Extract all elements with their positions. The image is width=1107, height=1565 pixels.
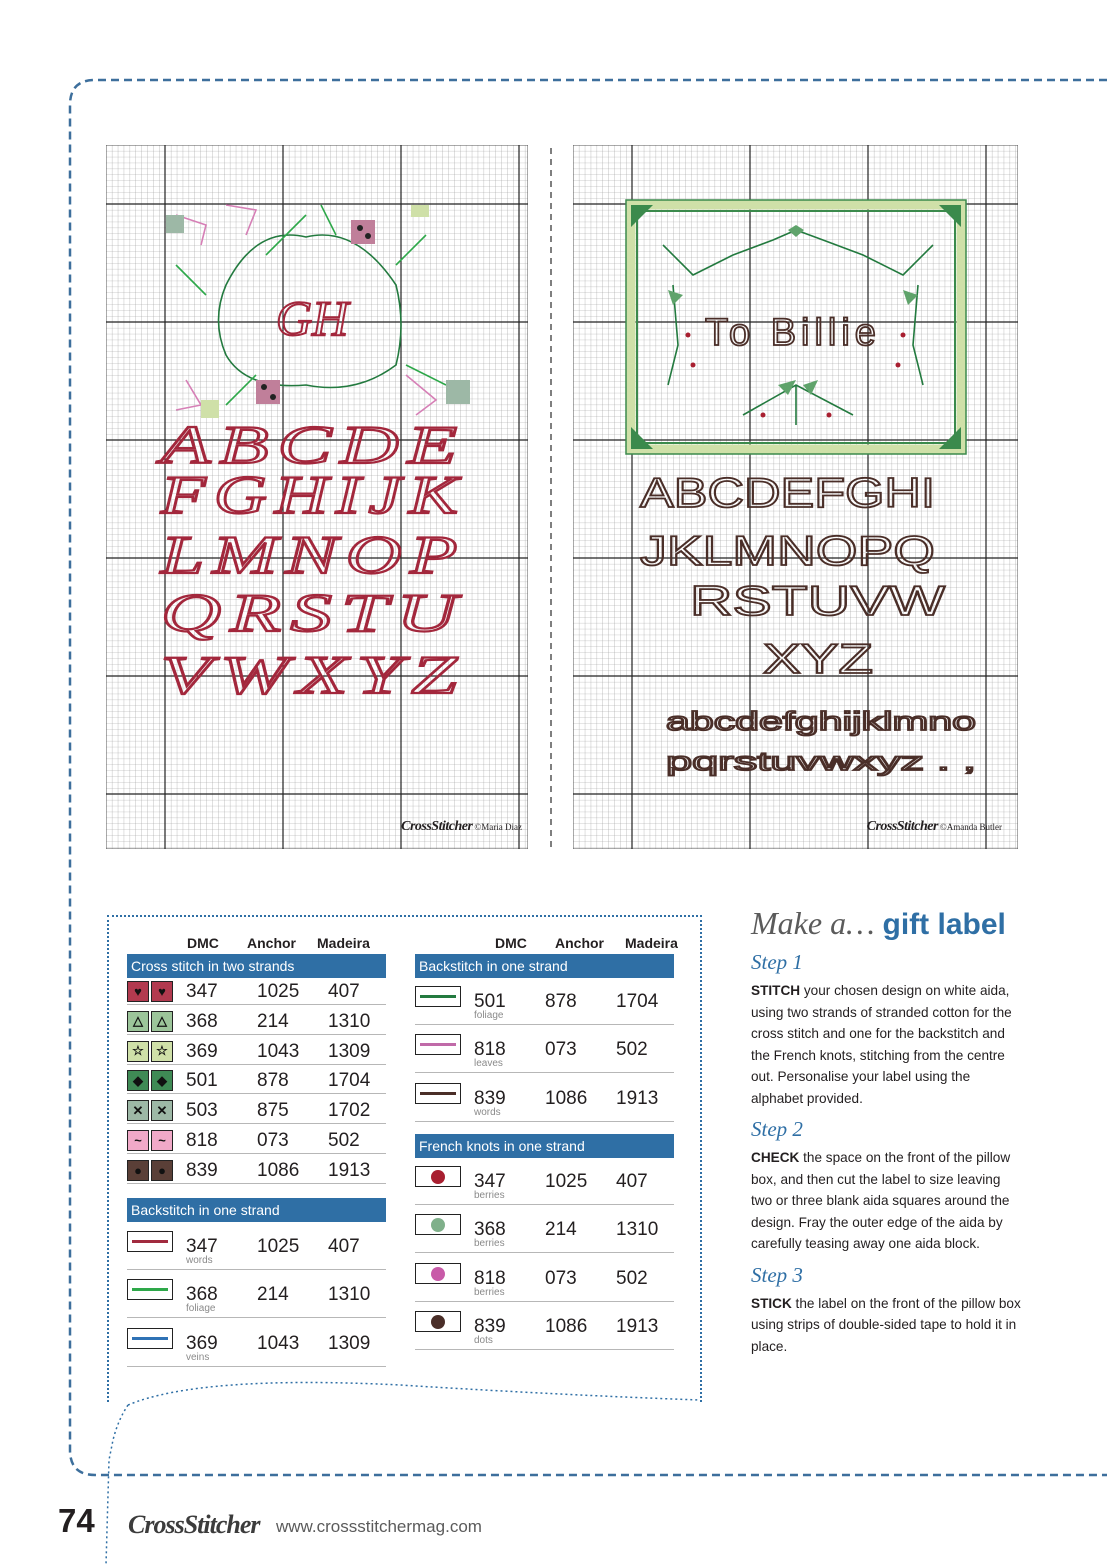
left-alphabet-row: VWXYZ bbox=[161, 645, 466, 705]
key-anchor-value: 214 bbox=[257, 1010, 289, 1032]
key-madeira-value: 1310 bbox=[328, 1284, 371, 1306]
backstitch-line-icon bbox=[415, 1083, 461, 1104]
key-anchor-value: 1043 bbox=[257, 1040, 300, 1062]
key-column-header: Anchor bbox=[247, 935, 296, 951]
left-monogram: GH bbox=[276, 290, 349, 346]
key-backstitch-row bbox=[415, 1028, 674, 1073]
key-dmc-value: 347 bbox=[186, 981, 218, 1002]
key-madeira-value: 1704 bbox=[328, 1070, 371, 1092]
key-use-label: words bbox=[186, 1255, 213, 1266]
step-heading: Step 3 bbox=[751, 1262, 803, 1287]
key-section-header: French knots in one strand bbox=[415, 1134, 674, 1158]
key-dmc-value: 818 bbox=[474, 1267, 506, 1289]
left-alphabet-row: LMNOP bbox=[159, 525, 466, 585]
key-use-label: foliage bbox=[474, 1010, 504, 1021]
key-backstitch-row bbox=[127, 1273, 386, 1318]
key-section-header: Backstitch in one strand bbox=[127, 1198, 386, 1222]
key-anchor-value: 1043 bbox=[257, 1332, 300, 1354]
french-knot-icon bbox=[415, 1214, 461, 1235]
backstitch-line-icon bbox=[127, 1328, 173, 1349]
right-alphabet-row: JKLMNOPQ bbox=[640, 527, 935, 574]
key-symbol-icon: ☆ ☆ bbox=[127, 1041, 173, 1062]
key-cross-row bbox=[127, 975, 386, 1005]
key-anchor-value: 214 bbox=[257, 1284, 289, 1306]
key-cross-row bbox=[127, 1035, 386, 1065]
key-anchor-value: 1025 bbox=[257, 981, 300, 1002]
key-use-label: veins bbox=[186, 1351, 210, 1363]
key-madeira-value: 407 bbox=[616, 1171, 648, 1192]
key-dmc-value: 501 bbox=[474, 991, 506, 1012]
key-symbol-icon: ● ● bbox=[127, 1160, 173, 1181]
backstitch-line-icon bbox=[127, 1231, 173, 1252]
key-column-header: Anchor bbox=[555, 935, 604, 951]
key-anchor-value: 1086 bbox=[257, 1159, 300, 1181]
key-dmc-value: 369 bbox=[186, 1040, 218, 1062]
key-madeira-value: 407 bbox=[328, 1236, 360, 1257]
key-use-label: berries bbox=[474, 1190, 505, 1201]
key-dmc-value: 368 bbox=[474, 1219, 506, 1241]
key-symbol-icon: △ △ bbox=[127, 1011, 173, 1032]
key-backstitch-row bbox=[127, 1225, 386, 1270]
step-text: STICK the label on the front of the pillow box using strips of double-sided tape to hold it in place. bbox=[751, 1295, 1021, 1354]
key-anchor-value: 1086 bbox=[545, 1315, 588, 1337]
key-anchor-value: 073 bbox=[257, 1130, 289, 1151]
step-text: STITCH your chosen design on white aida, using two strands of stranded cotton for the cross stitch and one for the backstitch and the French knots, stitching from the centre out. Personalise your label using the alphabet provided. bbox=[751, 983, 1012, 1106]
key-anchor-value: 1086 bbox=[545, 1087, 588, 1109]
right-alphabet-row: pqrstuvwxyz . , bbox=[666, 746, 976, 776]
right-alphabet-row: abcdefghijklmno bbox=[666, 706, 976, 736]
key-madeira-value: 1310 bbox=[328, 1010, 371, 1032]
key-madeira-value: 1913 bbox=[328, 1159, 371, 1181]
key-madeira-value: 1913 bbox=[616, 1087, 659, 1109]
backstitch-line-icon bbox=[415, 986, 461, 1007]
right-alphabet-row: ABCDEFGHI bbox=[640, 469, 935, 516]
key-cross-row bbox=[127, 1124, 386, 1154]
page-number: 74 bbox=[58, 1502, 95, 1539]
instructions bbox=[751, 905, 1021, 1357]
key-dmc-value: 368 bbox=[186, 1010, 218, 1032]
step-text: CHECK the space on the front of the pillow box, and then cut the label to size leaving two or three blank aida squares around the design. Fray the outer edge of the aida by carefully teasing away one aida block. bbox=[751, 1150, 1011, 1251]
key-dmc-value: 839 bbox=[186, 1159, 218, 1181]
right-alphabet bbox=[640, 469, 976, 776]
key-madeira-value: 1704 bbox=[616, 991, 659, 1012]
key-use-label: dots bbox=[474, 1334, 493, 1346]
key-madeira-value: 502 bbox=[616, 1267, 648, 1289]
key-madeira-value: 1702 bbox=[328, 1100, 371, 1122]
key-madeira-value: 1309 bbox=[328, 1332, 371, 1354]
key-dmc-value: 839 bbox=[474, 1315, 506, 1337]
key-dmc-value: 347 bbox=[474, 1171, 506, 1192]
right-alphabet-row: RSTUVW bbox=[690, 577, 946, 624]
right-chart-grid bbox=[573, 145, 1018, 849]
key-madeira-value: 502 bbox=[616, 1039, 648, 1061]
key-symbol-icon: ♥ ♥ bbox=[127, 981, 173, 1002]
left-alphabet-row: FGHIJK bbox=[159, 465, 466, 525]
key-madeira-value: 1913 bbox=[616, 1315, 659, 1337]
key-section-header: Cross stitch in two strands bbox=[127, 954, 386, 978]
key-cross-row bbox=[127, 1154, 386, 1184]
key-anchor-value: 214 bbox=[545, 1219, 577, 1241]
left-alphabet-row: QRSTU bbox=[161, 583, 466, 643]
french-knot-icon bbox=[415, 1166, 461, 1187]
key-column-header: DMC bbox=[495, 935, 527, 951]
key-anchor-value: 073 bbox=[545, 1039, 577, 1061]
right-label-text: To Billie bbox=[705, 312, 881, 354]
key-madeira-value: 407 bbox=[328, 981, 360, 1002]
magazine-url[interactable]: www.crossstitchermag.com bbox=[276, 1517, 482, 1536]
key-anchor-value: 875 bbox=[257, 1100, 289, 1122]
key-anchor-value: 878 bbox=[545, 991, 577, 1012]
key-backstitch-row bbox=[415, 1077, 674, 1122]
left-alphabet-row: ABCDE bbox=[156, 415, 467, 475]
key-dmc-value: 347 bbox=[186, 1236, 218, 1257]
key-section-header: Backstitch in one strand bbox=[415, 954, 674, 978]
key-cross-row bbox=[127, 1064, 386, 1094]
key-dmc-value: 818 bbox=[474, 1039, 506, 1061]
key-backstitch-row bbox=[127, 1322, 386, 1367]
right-chart bbox=[573, 145, 1018, 849]
right-chart-credit: CrossStitcher ©Amanda Butler bbox=[866, 819, 1002, 834]
french-knot-icon bbox=[415, 1311, 461, 1332]
key-dmc-value: 839 bbox=[474, 1087, 506, 1109]
right-alphabet-row: XYZ bbox=[763, 635, 873, 682]
key-dmc-value: 503 bbox=[186, 1100, 218, 1122]
left-alphabet bbox=[157, 415, 466, 705]
left-chart bbox=[106, 145, 528, 849]
key-dmc-value: 501 bbox=[186, 1070, 218, 1092]
key-symbol-icon: ◆ ◆ bbox=[127, 1070, 173, 1091]
left-chart-credit: CrossStitcher ©Maria Diaz bbox=[401, 819, 522, 834]
key-anchor-value: 073 bbox=[545, 1267, 577, 1289]
key-madeira-value: 502 bbox=[328, 1130, 360, 1151]
key-dmc-value: 368 bbox=[186, 1284, 218, 1306]
key-madeira-value: 1310 bbox=[616, 1219, 659, 1241]
key-anchor-value: 1025 bbox=[257, 1236, 300, 1257]
key-knot-row bbox=[415, 1160, 674, 1205]
left-chart-grid bbox=[106, 145, 528, 849]
key-knot-row bbox=[415, 1305, 674, 1350]
backstitch-line-icon bbox=[415, 1034, 461, 1055]
key-use-label: words bbox=[474, 1106, 501, 1118]
key-use-label: leaves bbox=[474, 1058, 503, 1070]
key-use-label: berries bbox=[474, 1286, 505, 1298]
key-knot-row bbox=[415, 1257, 674, 1302]
backstitch-line-icon bbox=[127, 1279, 173, 1300]
key-dmc-value: 369 bbox=[186, 1332, 218, 1354]
key-cross-row bbox=[127, 1094, 386, 1124]
key-column-header: Madeira bbox=[625, 935, 678, 951]
french-knot-icon bbox=[415, 1263, 461, 1284]
key-anchor-value: 1025 bbox=[545, 1171, 588, 1192]
key-madeira-value: 1309 bbox=[328, 1040, 371, 1062]
thread-key bbox=[107, 915, 700, 1402]
key-column-header: DMC bbox=[187, 935, 219, 951]
key-cross-row bbox=[127, 1005, 386, 1035]
key-dmc-value: 818 bbox=[186, 1130, 218, 1151]
key-knot-row bbox=[415, 1208, 674, 1253]
key-use-label: berries bbox=[474, 1238, 505, 1250]
key-use-label: foliage bbox=[186, 1303, 216, 1315]
key-symbol-icon: ✕ ✕ bbox=[127, 1100, 173, 1121]
key-backstitch-row bbox=[415, 980, 674, 1025]
step-heading: Step 2 bbox=[751, 1117, 803, 1141]
key-anchor-value: 878 bbox=[257, 1070, 289, 1092]
key-column-header: Madeira bbox=[317, 935, 370, 951]
step-heading: Step 1 bbox=[751, 950, 803, 974]
magazine-logo: CrossStitcher bbox=[128, 1510, 260, 1539]
key-symbol-icon: ~ ~ bbox=[127, 1130, 173, 1151]
instructions-title: Make a… gift label bbox=[751, 905, 1006, 941]
